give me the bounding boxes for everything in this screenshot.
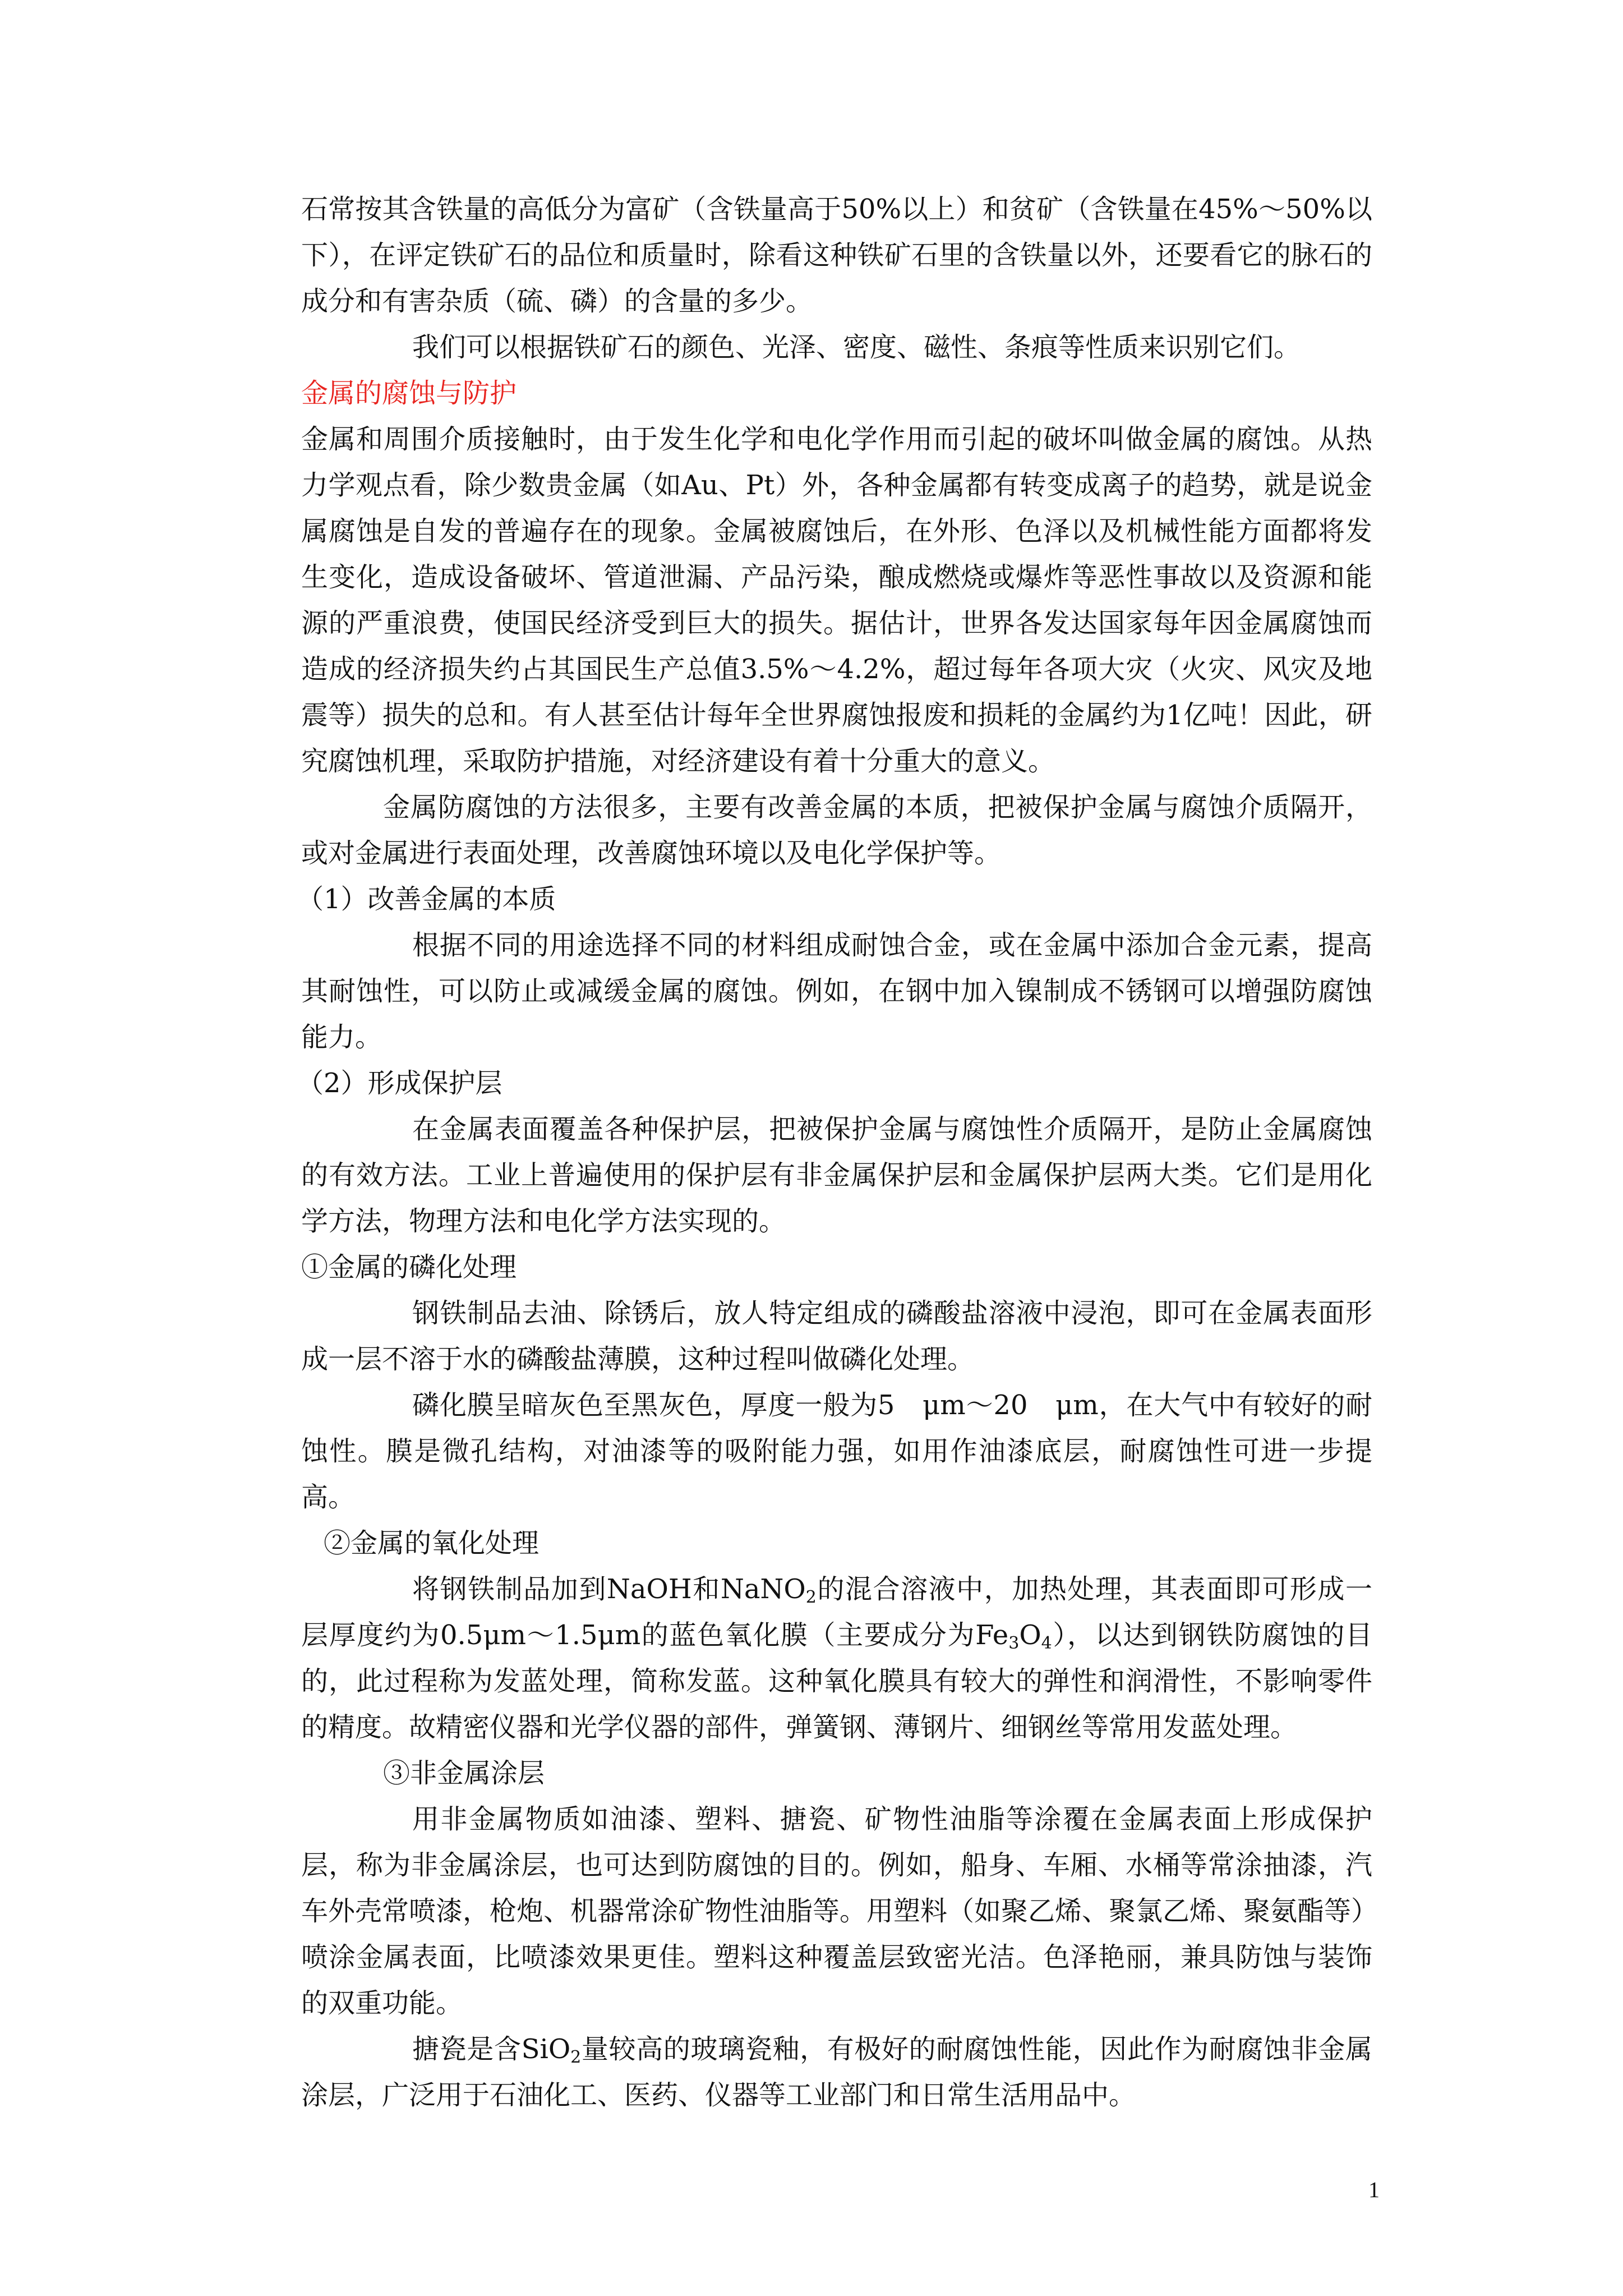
subheading-improve-metal: （1）改善金属的本质 bbox=[297, 884, 556, 915]
subscript: 4 bbox=[1041, 1634, 1052, 1653]
section-heading-corrosion: 金属的腐蚀与防护 bbox=[301, 378, 517, 409]
paragraph-ore-grades: 石常按其含铁量的高低分为富矿（含铁量高于50%以上）和贫矿（含铁量在45%～50%以下），在评定铁矿石的品位和质量时，除看这种铁矿石里的含铁量以外，还要看它的脉石的成分和有害杂质（硫、磷）的含量的多少。 bbox=[301, 194, 1372, 317]
text-run: 搪瓷是含SiO bbox=[412, 2033, 571, 2065]
text-run: 将钢铁制品加到NaOH和NaNO bbox=[412, 1573, 806, 1605]
subheading-phosphating: ①金属的磷化处理 bbox=[301, 1251, 517, 1283]
document-body bbox=[297, 186, 1378, 2118]
text-run: 量较高的玻璃瓷釉，有极好的耐腐蚀性能，因此作为耐腐蚀非金属涂层，广泛用于石油化工、医药、仪器等工业部门和日常生活用品中。 bbox=[301, 2033, 1372, 2111]
subheading-protective-layer: （2）形成保护层 bbox=[297, 1068, 502, 1099]
paragraph-phosphate-film: 磷化膜呈暗灰色至黑灰色，厚度一般为5 μm～20 μm，在大气中有较好的耐蚀性。膜是微孔结构，对油漆等的吸附能力强，如用作油漆底层，耐腐蚀性可进一步提高。 bbox=[301, 1389, 1372, 1513]
paragraph-protection-methods: 金属防腐蚀的方法很多，主要有改善金属的本质，把被保护金属与腐蚀介质隔开，或对金属进行表面处理，改善腐蚀环境以及电化学保护等。 bbox=[301, 792, 1372, 869]
paragraph-alloys: 根据不同的用途选择不同的材料组成耐蚀合金，或在金属中添加合金元素，提高其耐蚀性，可以防止或减缓金属的腐蚀。例如，在钢中加入镍制成不锈钢可以增强防腐蚀能力。 bbox=[301, 930, 1372, 1053]
paragraph-corrosion-definition: 金属和周围介质接触时，由于发生化学和电化学作用而引起的破坏叫做金属的腐蚀。从热力学观点看，除少数贵金属（如Au、Pt）外，各种金属都有转变成离子的趋势，就是说金属腐蚀是自发的普遍存在的现象。金属被腐蚀后，在外形、色泽以及机械性能方面都将发生变化，造成设备破坏、管道泄漏、产品污染，酿成燃烧或爆炸等恶性事故以及资源和能源的严重浪费，使国民经济受到巨大的损失。据估计，世界各发达国家每年因金属腐蚀而造成的经济损失约占其国民生产总值3.5%～4.2%，超过每年各项大灾（火灾、风灾及地震等）损失的总和。有人甚至估计每年全世界腐蚀报废和损耗的金属约为1亿吨！因此，研究腐蚀机理，采取防护措施，对经济建设有着十分重大的意义。 bbox=[301, 424, 1372, 777]
paragraph-bluing bbox=[301, 1566, 1372, 1750]
subscript: 2 bbox=[805, 1588, 817, 1607]
paragraph-protective-layer: 在金属表面覆盖各种保护层，把被保护金属与腐蚀性介质隔开，是防止金属腐蚀的有效方法。工业上普遍使用的保护层有非金属保护层和金属保护层两大类。它们是用化学方法，物理方法和电化学方法实现的。 bbox=[301, 1114, 1372, 1237]
text-run: O bbox=[1019, 1619, 1041, 1651]
subheading-oxidation: ②金属的氧化处理 bbox=[324, 1527, 540, 1559]
paragraph-phosphating-process: 钢铁制品去油、除锈后，放人特定组成的磷酸盐溶液中浸泡，即可在金属表面形成一层不溶于水的磷酸盐薄膜，这种过程叫做磷化处理。 bbox=[301, 1297, 1372, 1375]
paragraph-plastic-spray: 喷涂金属表面，比喷漆效果更佳。塑料这种覆盖层致密光洁。色泽艳丽，兼具防蚀与装饰的双重功能。 bbox=[301, 1941, 1372, 2019]
subscript: 3 bbox=[1008, 1634, 1020, 1653]
paragraph-nonmetal-coating: 用非金属物质如油漆、塑料、搪瓷、矿物性油脂等涂覆在金属表面上形成保护层，称为非金属涂层，也可达到防腐蚀的目的。例如，船身、车厢、水桶等常涂抽漆，汽车外壳常喷漆，枪炮、机器常涂矿物性油脂等。用塑料（如聚乙烯、聚氯乙烯、聚氨酯等） bbox=[301, 1803, 1378, 1927]
subheading-nonmetal-coating: ③非金属涂层 bbox=[383, 1757, 545, 1789]
text-run: ），以达到钢铁防腐蚀的目的，此过程称为发蓝处理，简称发蓝。这种氧化膜具有较大的弹性和润滑性，不影响零件的精度。故精密仪器和光学仪器的部件，弹簧钢、薄钢片、细钢丝等常用发蓝处理。 bbox=[301, 1619, 1372, 1743]
paragraph-enamel bbox=[301, 2026, 1372, 2118]
subscript: 2 bbox=[570, 2047, 582, 2067]
paragraph-ore-identification: 我们可以根据铁矿石的颜色、光泽、密度、磁性、条痕等性质来识别它们。 bbox=[412, 332, 1301, 363]
page-number: 1 bbox=[1368, 2177, 1380, 2202]
text-run: 的混合溶液中，加热处理，其表面即可形成一层厚度约为0.5μm～1.5μm的蓝色氧化膜（主要成分为Fe bbox=[301, 1573, 1372, 1651]
